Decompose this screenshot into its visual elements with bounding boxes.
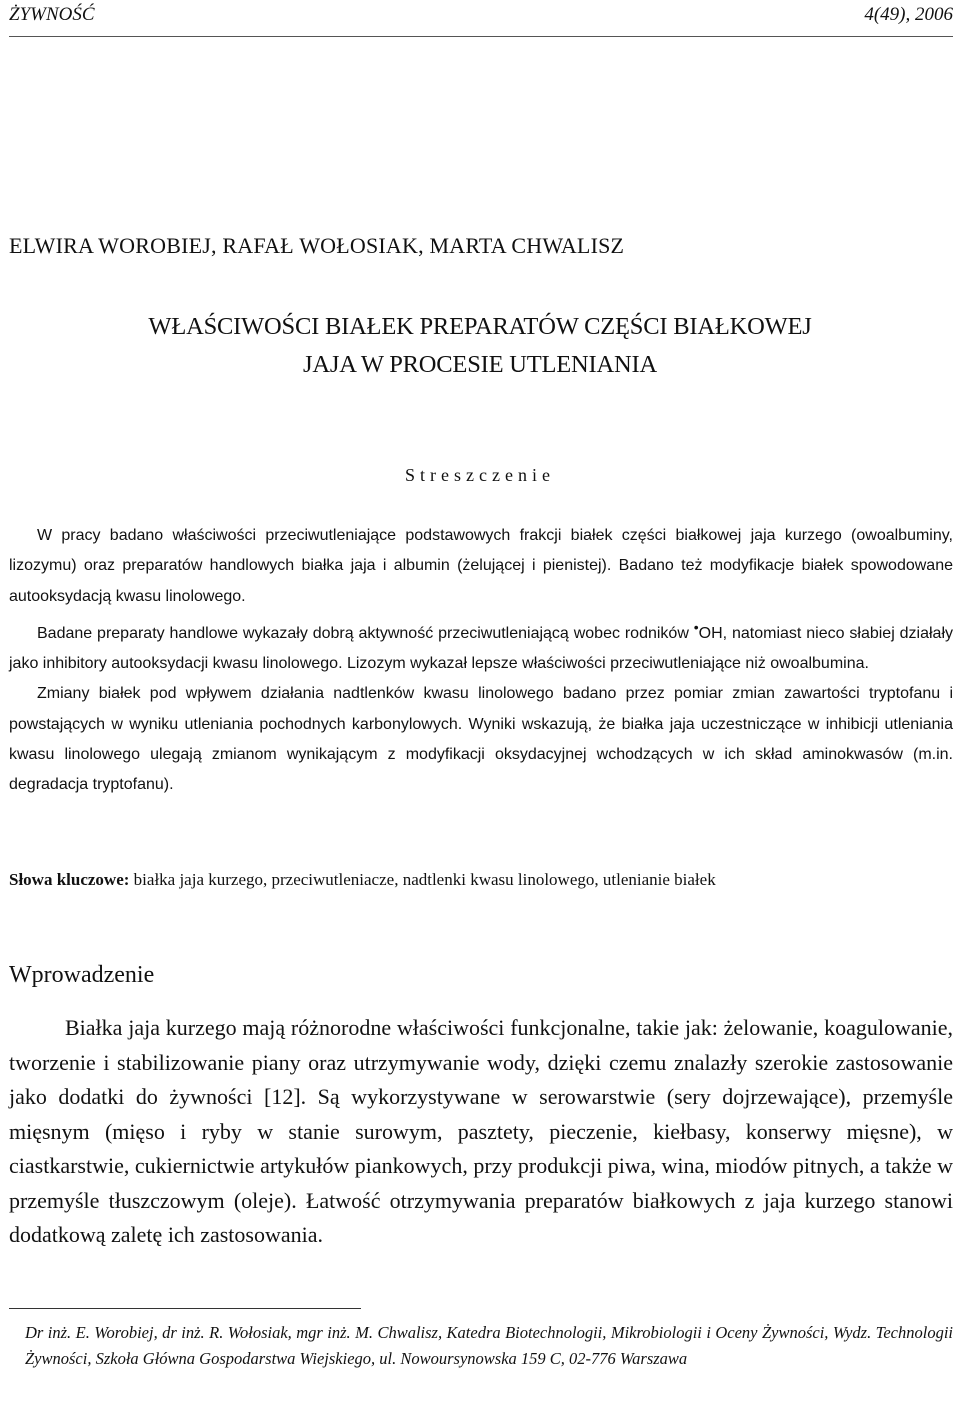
title-line-1: WŁAŚCIWOŚCI BIAŁEK PREPARATÓW CZĘŚCI BIAŁKOWEJ [148,313,812,340]
abstract-paragraph-1: W pracy badano właściwości przeciwutleniające podstawowych frakcji białek części białkowej jaja kurzego (owoalbuminy, lizozymu) oraz preparatów handlowych białka jaja i albumin (żelującej i pienistej). Badano też modyfikacje białek spowodowane autooksydacją kwasu linolowego. [9,527,953,605]
author-affiliation-footnote: Dr inż. E. Worobiej, dr inż. R. Wołosiak, mgr inż. M. Chwalisz, Katedra Biotechnologii, Mikrobiologii i Oceny Żywności, Wydz. Technologii Żywności, Szkoła Główna Gospodarstwa Wiejskiego, ul. Nowoursynowska 159 C, 02-776 Warszawa [25,1323,953,1368]
journal-name: ŻYWNOŚĆ [9,4,95,25]
abstract-paragraph-3: Zmiany białek pod wpływem działania nadtlenków kwasu linolowego badano przez pomiar zmian zawartości tryptofanu i powstających w wyniku utleniania pochodnych karbonylowych. Wyniki wskazują, że białka jaja uczestniczące w inhibicji utleniania kwasu linolowego ulegają zmianom wynikającym z modyfikacji oksydacyjnej wchodzących w ich skład aminokwasów (m.in. degradacja tryptofanu). [9,685,953,794]
running-header [9,4,953,37]
paper-title [0,308,960,384]
introduction-body [9,1011,953,1253]
issue-number: 4(49), 2006 [864,4,953,25]
authors: ELWIRA WOROBIEJ, RAFAŁ WOŁOSIAK, MARTA CHWALISZ [9,233,625,258]
keywords-text: białka jaja kurzego, przeciwutleniacze, nadtlenki kwasu linolowego, utlenianie białek [129,870,716,889]
title-line-2: JAJA W PROCESIE UTLENIANIA [303,351,657,378]
keywords-label: Słowa kluczowe: [9,870,130,889]
keywords [9,870,953,890]
abstract [9,521,953,801]
abstract-heading: Streszczenie [405,465,555,485]
abstract-paragraph-2 [9,612,953,680]
abstract-p2-before: Badane preparaty handlowe wykazały dobrą aktywność przeciwutleniającą wobec rodników [37,624,694,642]
introduction-paragraph: Białka jaja kurzego mają różnorodne właściwości funkcjonalne, takie jak: żelowanie, koagulowanie, tworzenie i stabilizowanie piany oraz utrzymywanie wody, dzięki czemu znalazły szerokie zastosowanie jako dodatki do żywności [12]. Są wykorzystywane w serowarstwie (sery dojrzewające), przemyśle mięsnym (mięso i ryby w stanie surowym, pasztety, pieczenie, kiełbasy, konserwy mięsne), w ciastkarstwie, cukiernictwie artykułów piankowych, przy produkcji piwa, wina, miodów pitnych, a także w przemyśle tłuszczowym (oleje). Łatwość otrzymywania preparatów białkowych z jaja kurzego stanowi dodatkową zaletę ich zastosowania. [9,1015,953,1247]
radical-dot: • [693,618,699,635]
footnote-divider [9,1308,361,1309]
section-heading-introduction: Wprowadzenie [9,962,155,988]
abstract-p2-after: OH, natomiast nieco słabiej działały jako inhibitory autooksydacji kwasu linolowego. Lizozym wykazał lepsze właściwości przeciwutleniające niż owoalbumina. [9,624,953,673]
